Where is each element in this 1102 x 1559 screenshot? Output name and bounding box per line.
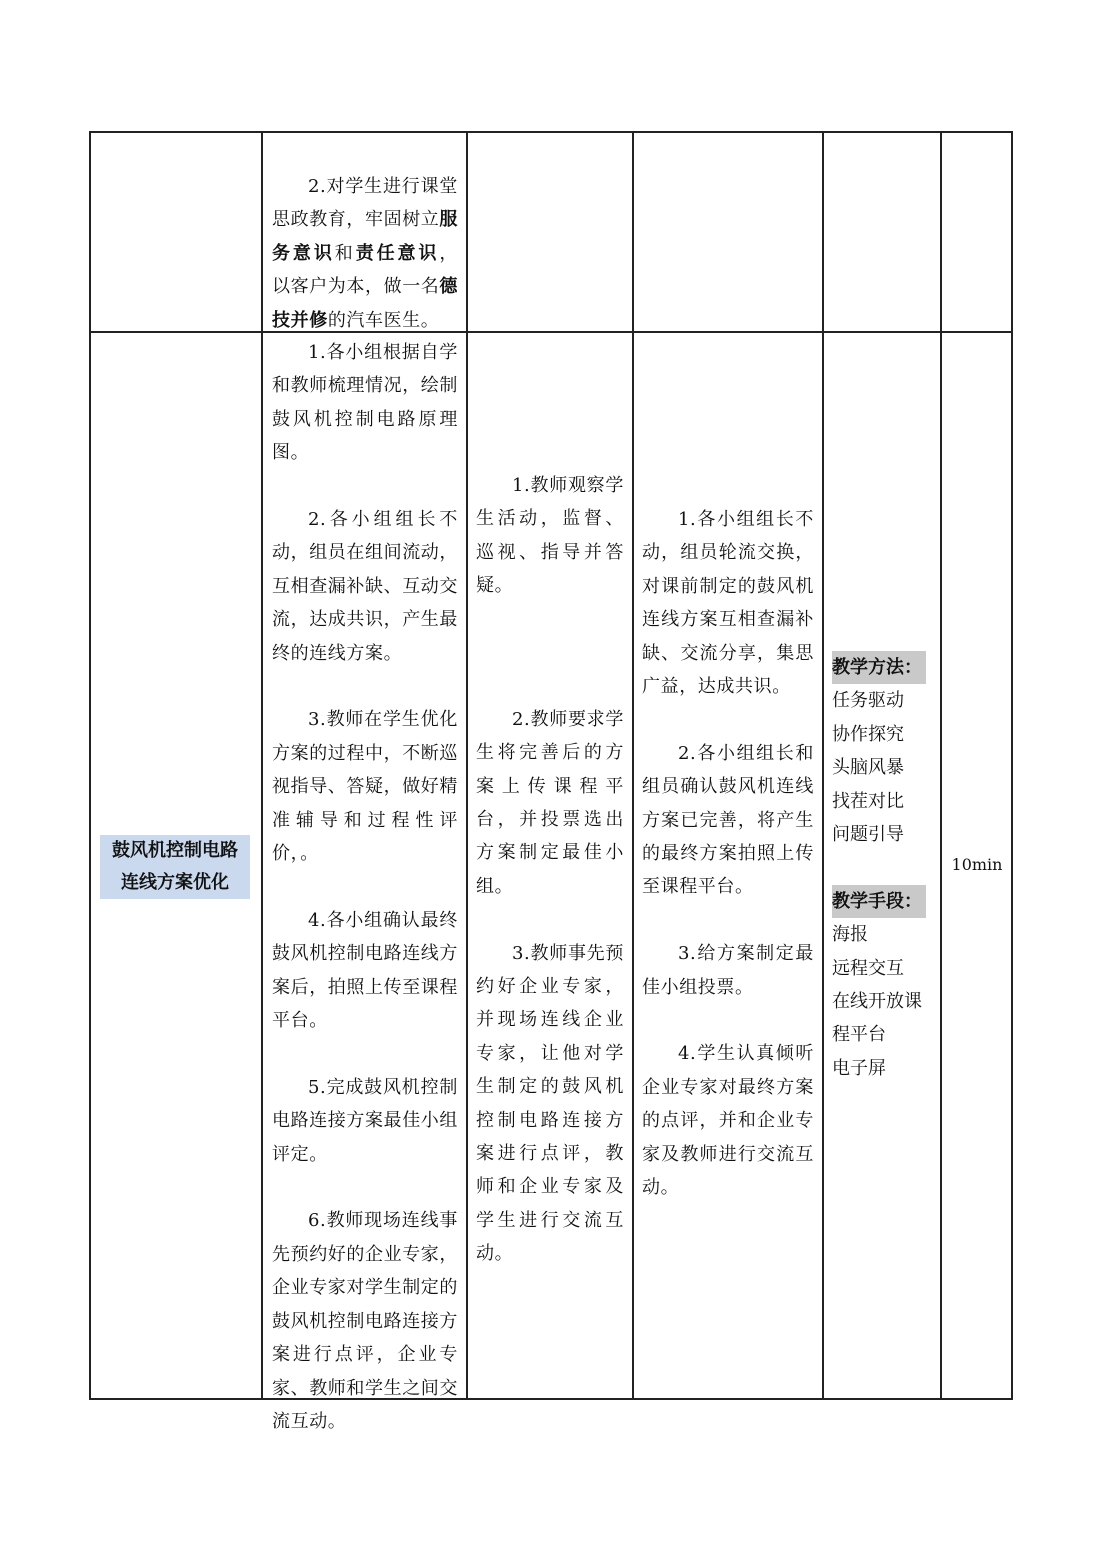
list-item: 2.各小组组长和组员确认鼓风机连线方案已完善，将产生的最终方案拍照上传至课程平台。 bbox=[642, 742, 814, 898]
column-divider bbox=[632, 131, 634, 1400]
method-item: 头脑风暴 bbox=[832, 757, 904, 779]
row1-paragraph bbox=[272, 170, 458, 337]
list-item: 1.各小组组长不动，组员轮流交换，对课前制定的鼓风机连线方案互相查漏补缺、交流分享，集思广益，达成共识。 bbox=[642, 509, 814, 698]
list-item: 3.给方案制定最佳小组投票。 bbox=[642, 943, 814, 998]
list-item: 4.各小组确认最终鼓风机控制电路连线方案后，拍照上传至课程平台。 bbox=[272, 909, 458, 1032]
lesson-plan-table bbox=[89, 131, 1013, 1432]
row1-content-cell bbox=[272, 170, 458, 337]
means-item: 在线开放课程平台 bbox=[832, 991, 922, 1046]
section-title-line: 连线方案优化 bbox=[121, 872, 229, 893]
teaching-methods-cell bbox=[832, 651, 942, 1085]
text-run: 和 bbox=[334, 242, 356, 264]
list-item: 1.各小组根据自学和教师梳理情况，绘制鼓风机控制电路原理图。 bbox=[272, 342, 458, 464]
table-border-right bbox=[1011, 131, 1013, 1400]
duration-value: 10min bbox=[951, 855, 1003, 874]
method-item: 找茬对比 bbox=[832, 790, 904, 812]
column-divider bbox=[822, 131, 824, 1400]
list-item: 2.各小组组长不动，组员在组间流动，互相查漏补缺、互动交流，达成共识，产生最终的连线方案。 bbox=[272, 509, 458, 664]
means-label: 教学手段： bbox=[832, 885, 926, 918]
table-border-top bbox=[89, 131, 1013, 133]
means-item: 海报 bbox=[832, 924, 868, 946]
method-item: 协作探究 bbox=[832, 723, 904, 745]
teacher-activity-cell bbox=[476, 469, 624, 1271]
section-title bbox=[100, 835, 250, 899]
methods-label: 教学方法： bbox=[832, 651, 926, 684]
list-item: 1.教师观察学生活动，监督、巡视、指导并答疑。 bbox=[476, 475, 624, 597]
text-run: 2.对学生进行课堂思政教育，牢固树立 bbox=[272, 176, 458, 231]
method-item: 任务驱动 bbox=[832, 690, 904, 712]
bold-text: 德技并修 bbox=[272, 276, 459, 331]
means-item: 电子屏 bbox=[832, 1057, 886, 1079]
list-item: 3.教师在学生优化方案的过程中，不断巡视指导、答疑，做好精准辅导和过程性评价，。 bbox=[272, 709, 458, 865]
list-item: 5.完成鼓风机控制电路连接方案最佳小组评定。 bbox=[272, 1076, 458, 1165]
list-item: 6.教师现场连线事先预约好的企业专家，企业专家对学生制定的鼓风机控制电路连接方案进行点评，企业专家、教师和学生之间交流互动。 bbox=[272, 1210, 458, 1432]
column-divider bbox=[466, 131, 468, 1400]
bold-text: 责任意识 bbox=[355, 242, 440, 264]
section-title-line: 鼓风机控制电路 bbox=[112, 840, 238, 861]
list-item: 3.教师事先预约好企业专家，并现场连线企业专家，让他对学生制定的鼓风机控制电路连接方案进行点评，教师和企业专家及学生进行交流互动。 bbox=[476, 942, 624, 1265]
row-divider bbox=[89, 331, 1013, 333]
column-divider bbox=[261, 131, 263, 1400]
student-activity-cell bbox=[272, 336, 458, 1438]
method-item: 问题引导 bbox=[832, 824, 904, 846]
list-item: 2.教师要求学生将完善后的方案上传课程平台，并投票选出方案制定最佳小组。 bbox=[476, 708, 624, 897]
text-run: ，以客户为本，做一名 bbox=[272, 242, 458, 298]
list-item: 4.学生认真倾听企业专家对最终方案的点评，并和企业专家及教师进行交流互动。 bbox=[642, 1043, 814, 1199]
means-item: 远程交互 bbox=[832, 957, 904, 979]
table-border-left bbox=[89, 131, 91, 1400]
table-border-bottom bbox=[89, 1398, 1013, 1400]
text-run: 的汽车医生。 bbox=[327, 309, 440, 331]
student-task-cell bbox=[642, 503, 814, 1204]
bold-text: 服务意识 bbox=[272, 209, 459, 264]
